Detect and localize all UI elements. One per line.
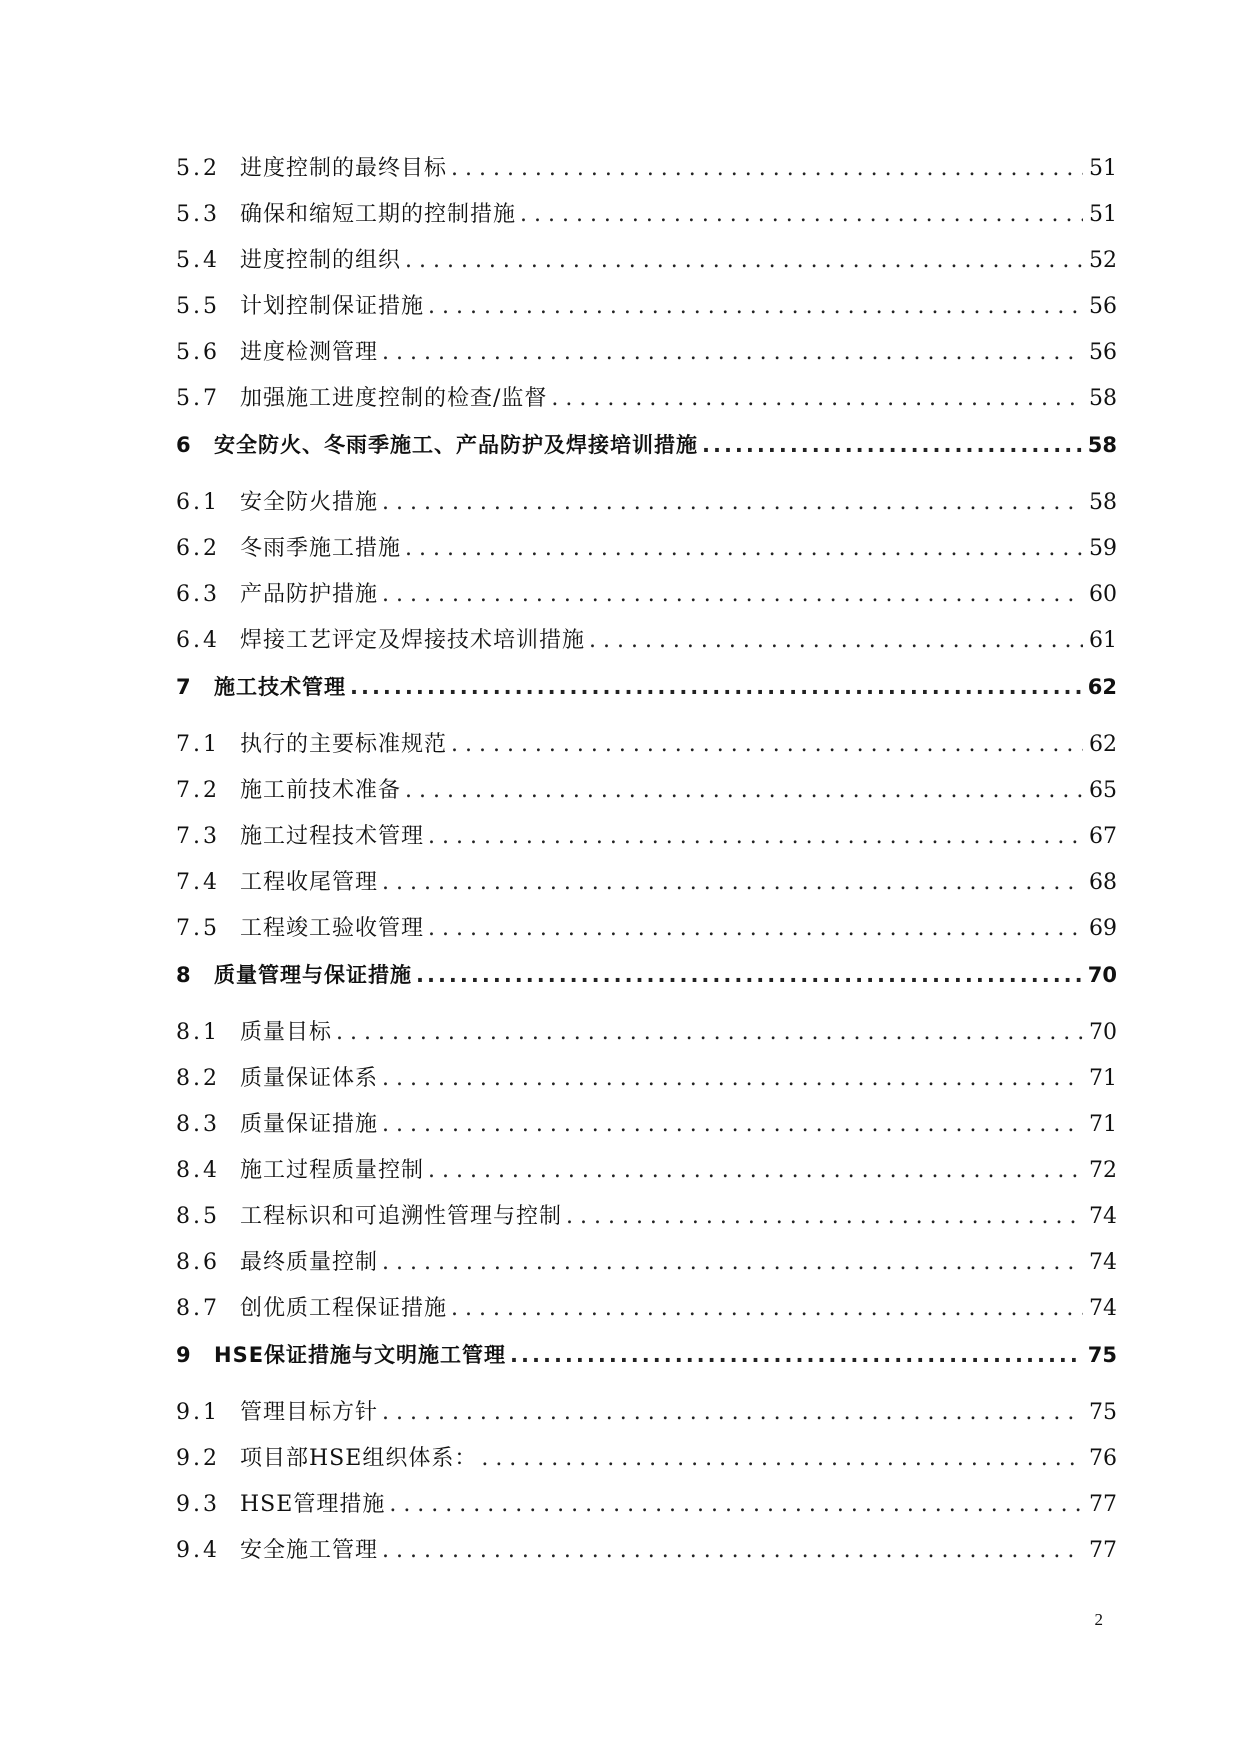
toc-entry-number: 9: [176, 1343, 191, 1367]
toc-section-entry[interactable]: [176, 1066, 1117, 1112]
toc-entry-page: 72: [1089, 1158, 1117, 1183]
toc-dot-leader: [382, 1066, 1083, 1092]
toc-entry-page: 51: [1089, 202, 1117, 227]
toc-dot-leader: [481, 1446, 1083, 1472]
toc-section-entry[interactable]: [176, 870, 1117, 916]
toc-dot-leader: [451, 732, 1083, 758]
toc-entry-page: 74: [1089, 1250, 1117, 1275]
toc-section-entry[interactable]: [176, 1538, 1117, 1584]
toc-entry-number: 6.3: [176, 582, 220, 607]
toc-dot-leader: [389, 1492, 1083, 1518]
toc-dot-leader: [382, 1538, 1083, 1564]
toc-dot-leader: [382, 1400, 1083, 1426]
toc-entry-number: 5.7: [176, 386, 220, 411]
toc-entry-title: 产品防护措施: [240, 582, 379, 607]
toc-entry-page: 60: [1089, 582, 1117, 607]
toc-dot-leader: [405, 778, 1083, 804]
toc-entry-page: 70: [1089, 1020, 1117, 1045]
toc-dot-leader: [451, 1296, 1083, 1322]
toc-entry-title: 焊接工艺评定及焊接技术培训措施: [240, 628, 586, 653]
toc-entry-page: 69: [1089, 916, 1117, 941]
toc-entry-page: 52: [1089, 248, 1117, 273]
toc-entry-page: 74: [1089, 1296, 1117, 1321]
toc-section-entry[interactable]: [176, 824, 1117, 870]
toc-section-entry[interactable]: [176, 386, 1117, 432]
toc-section-entry[interactable]: [176, 1400, 1117, 1446]
toc-entry-title: 最终质量控制: [240, 1250, 379, 1275]
toc-entry-page: 70: [1087, 963, 1117, 987]
toc-section-entry[interactable]: [176, 294, 1117, 340]
toc-entry-title: 计划控制保证措施: [240, 294, 425, 319]
toc-chapter-entry[interactable]: [176, 432, 1117, 490]
toc-dot-leader: [382, 582, 1083, 608]
toc-dot-leader: [382, 1250, 1083, 1276]
toc-section-entry[interactable]: [176, 732, 1117, 778]
toc-dot-leader: [350, 674, 1083, 700]
toc-entry-page: 71: [1089, 1066, 1117, 1091]
page-number: 2: [1094, 1610, 1103, 1629]
toc-entry-page: 58: [1089, 490, 1117, 515]
toc-section-entry[interactable]: [176, 490, 1117, 536]
toc-entry-title: 工程收尾管理: [240, 870, 379, 895]
toc-entry-number: 5.2: [176, 156, 220, 181]
toc-section-entry[interactable]: [176, 916, 1117, 962]
toc-entry-title: 管理目标方针: [240, 1400, 379, 1425]
toc-section-entry[interactable]: [176, 1250, 1117, 1296]
toc-section-entry[interactable]: [176, 248, 1117, 294]
toc-entry-title: 冬雨季施工措施: [240, 536, 402, 561]
toc-section-entry[interactable]: [176, 628, 1117, 674]
toc-entry-page: 62: [1089, 732, 1117, 757]
toc-entry-title: 质量保证体系: [240, 1066, 379, 1091]
toc-chapter-entry[interactable]: [176, 1342, 1117, 1400]
toc-entry-page: 71: [1089, 1112, 1117, 1137]
toc-section-entry[interactable]: [176, 202, 1117, 248]
toc-entry-number: 5.6: [176, 340, 220, 365]
toc-entry-number: 8.1: [176, 1020, 220, 1045]
toc-entry-number: 6: [176, 433, 191, 457]
toc-entry-number: 7.2: [176, 778, 220, 803]
toc-section-entry[interactable]: [176, 1204, 1117, 1250]
toc-entry-title: 进度检测管理: [240, 340, 379, 365]
toc-entry-title: 项目部HSE组织体系：: [240, 1446, 478, 1471]
toc-dot-leader: [551, 386, 1083, 412]
toc-entry-page: 65: [1089, 778, 1117, 803]
toc-entry-title: 施工过程技术管理: [240, 824, 425, 849]
toc-entry-title: 质量管理与保证措施: [214, 963, 412, 987]
toc-section-entry[interactable]: [176, 1020, 1117, 1066]
toc-dot-leader: [416, 962, 1083, 988]
toc-entry-number: 8.7: [176, 1296, 220, 1321]
toc-entry-title: 质量目标: [240, 1020, 333, 1045]
toc-entry-page: 75: [1087, 1343, 1117, 1367]
toc-chapter-entry[interactable]: [176, 962, 1117, 1020]
toc-section-entry[interactable]: [176, 1158, 1117, 1204]
toc-dot-leader: [382, 1112, 1083, 1138]
toc-entry-number: 8: [176, 963, 191, 987]
toc-entry-page: 77: [1089, 1492, 1117, 1517]
toc-entry-page: 56: [1089, 340, 1117, 365]
toc-entry-page: 74: [1089, 1204, 1117, 1229]
toc-entry-number: 5.3: [176, 202, 220, 227]
toc-entry-title: 进度控制的组织: [240, 248, 402, 273]
toc-entry-number: 7.5: [176, 916, 220, 941]
toc-entry-number: 9.3: [176, 1492, 220, 1517]
toc-dot-leader: [382, 490, 1083, 516]
toc-entry-page: 56: [1089, 294, 1117, 319]
toc-entry-page: 68: [1089, 870, 1117, 895]
toc-entry-title: 安全防火、冬雨季施工、产品防护及焊接培训措施: [214, 433, 698, 457]
table-of-contents: [176, 156, 1117, 1584]
toc-section-entry[interactable]: [176, 156, 1117, 202]
toc-dot-leader: [451, 156, 1083, 182]
toc-dot-leader: [589, 628, 1083, 654]
toc-entry-title: 安全施工管理: [240, 1538, 379, 1563]
toc-entry-title: 进度控制的最终目标: [240, 156, 448, 181]
toc-entry-page: 76: [1089, 1446, 1117, 1471]
toc-entry-number: 7.3: [176, 824, 220, 849]
toc-entry-title: HSE管理措施: [240, 1492, 386, 1517]
toc-entry-number: 8.3: [176, 1112, 220, 1137]
toc-entry-number: 5.4: [176, 248, 220, 273]
toc-section-entry[interactable]: [176, 1492, 1117, 1538]
toc-entry-title: 加强施工进度控制的检查/监督: [240, 386, 548, 411]
toc-entry-number: 9.2: [176, 1446, 220, 1471]
toc-chapter-entry[interactable]: [176, 674, 1117, 732]
toc-dot-leader: [382, 340, 1083, 366]
toc-dot-leader: [566, 1204, 1083, 1230]
toc-entry-title: 施工过程质量控制: [240, 1158, 425, 1183]
toc-dot-leader: [702, 432, 1083, 458]
toc-dot-leader: [336, 1020, 1083, 1046]
toc-entry-page: 75: [1089, 1400, 1117, 1425]
toc-entry-page: 58: [1087, 433, 1117, 457]
toc-dot-leader: [405, 248, 1083, 274]
toc-dot-leader: [428, 916, 1083, 942]
toc-entry-number: 9.4: [176, 1538, 220, 1563]
toc-entry-number: 8.6: [176, 1250, 220, 1275]
toc-section-entry[interactable]: [176, 582, 1117, 628]
toc-entry-number: 6.2: [176, 536, 220, 561]
toc-entry-title: 工程竣工验收管理: [240, 916, 425, 941]
toc-entry-number: 7.4: [176, 870, 220, 895]
toc-entry-number: 8.2: [176, 1066, 220, 1091]
toc-entry-number: 6.4: [176, 628, 220, 653]
toc-dot-leader: [382, 870, 1083, 896]
toc-entry-title: 确保和缩短工期的控制措施: [240, 202, 517, 227]
toc-entry-page: 51: [1089, 156, 1117, 181]
toc-entry-title: 工程标识和可追溯性管理与控制: [240, 1204, 563, 1229]
toc-entry-number: 9.1: [176, 1400, 220, 1425]
toc-entry-number: 8.4: [176, 1158, 220, 1183]
toc-dot-leader: [428, 824, 1083, 850]
toc-entry-page: 61: [1089, 628, 1117, 653]
toc-entry-title: 安全防火措施: [240, 490, 379, 515]
toc-entry-title: HSE保证措施与文明施工管理: [214, 1343, 507, 1367]
toc-dot-leader: [405, 536, 1083, 562]
toc-entry-title: 施工技术管理: [214, 675, 346, 699]
toc-dot-leader: [428, 294, 1083, 320]
toc-entry-number: 8.5: [176, 1204, 220, 1229]
toc-entry-title: 施工前技术准备: [240, 778, 402, 803]
toc-section-entry[interactable]: [176, 1296, 1117, 1342]
toc-section-entry[interactable]: [176, 778, 1117, 824]
toc-entry-page: 59: [1089, 536, 1117, 561]
toc-dot-leader: [428, 1158, 1083, 1184]
toc-entry-title: 执行的主要标准规范: [240, 732, 448, 757]
toc-entry-page: 62: [1087, 675, 1117, 699]
toc-entry-page: 67: [1089, 824, 1117, 849]
toc-entry-title: 创优质工程保证措施: [240, 1296, 448, 1321]
toc-section-entry[interactable]: [176, 1112, 1117, 1158]
toc-entry-number: 7: [176, 675, 191, 699]
toc-dot-leader: [510, 1342, 1083, 1368]
toc-entry-title: 质量保证措施: [240, 1112, 379, 1137]
toc-entry-page: 77: [1089, 1538, 1117, 1563]
toc-section-entry[interactable]: [176, 1446, 1117, 1492]
toc-section-entry[interactable]: [176, 340, 1117, 386]
toc-entry-number: 5.5: [176, 294, 220, 319]
toc-entry-page: 58: [1089, 386, 1117, 411]
toc-entry-number: 6.1: [176, 490, 220, 515]
toc-dot-leader: [520, 202, 1083, 228]
toc-entry-number: 7.1: [176, 732, 220, 757]
toc-section-entry[interactable]: [176, 536, 1117, 582]
